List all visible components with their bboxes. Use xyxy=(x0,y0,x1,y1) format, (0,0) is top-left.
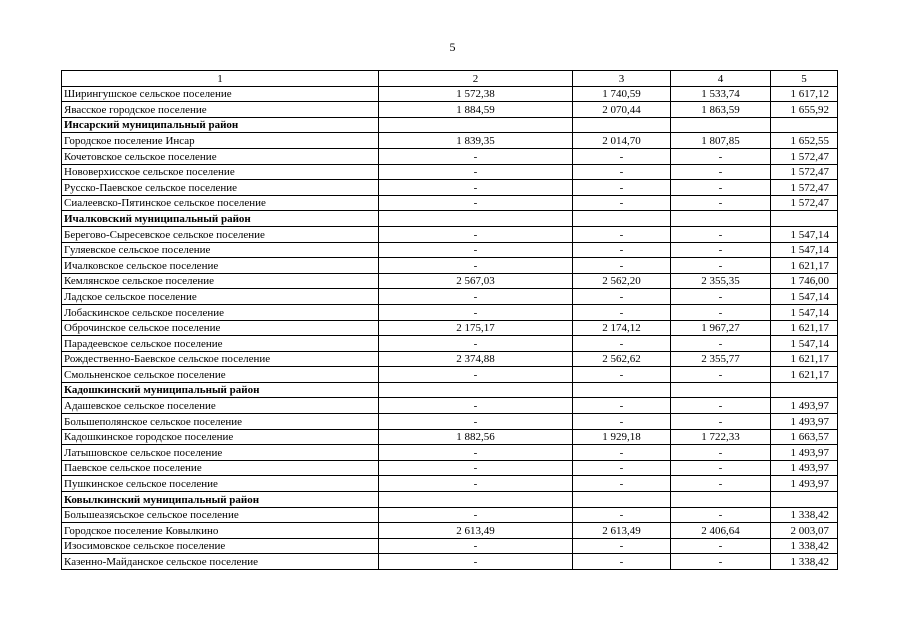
section-row xyxy=(62,382,838,398)
value-cell-col5 xyxy=(771,382,838,398)
table-row xyxy=(62,289,838,305)
column-header-3: 3 xyxy=(573,71,671,87)
value-cell-col2: - xyxy=(379,445,573,461)
value-cell-col2: - xyxy=(379,336,573,352)
value-cell-col3: - xyxy=(573,460,671,476)
settlement-name-cell: Парадеевское сельское поселение xyxy=(62,336,379,352)
settlement-name-cell: Кочетовское сельское поселение xyxy=(62,148,379,164)
value-cell-col3: - xyxy=(573,445,671,461)
table-row xyxy=(62,304,838,320)
value-cell-col2 xyxy=(379,382,573,398)
value-cell-col5: 2 003,07 xyxy=(771,523,838,539)
value-cell-col3: - xyxy=(573,289,671,305)
value-cell-col5: 1 338,42 xyxy=(771,554,838,570)
value-cell-col2: 2 175,17 xyxy=(379,320,573,336)
settlement-name-cell: Русско-Паевское сельское поселение xyxy=(62,180,379,196)
value-cell-col5: 1 621,17 xyxy=(771,351,838,367)
value-cell-col3: - xyxy=(573,367,671,383)
value-cell-col5: 1 621,17 xyxy=(771,320,838,336)
settlement-name-cell: Кадошкинский муниципальный район xyxy=(62,382,379,398)
header-row xyxy=(62,71,838,87)
value-cell-col4 xyxy=(671,211,771,227)
settlement-name-cell: Ладское сельское поселение xyxy=(62,289,379,305)
value-cell-col2 xyxy=(379,211,573,227)
value-cell-col4 xyxy=(671,492,771,508)
table-row xyxy=(62,164,838,180)
value-cell-col3 xyxy=(573,382,671,398)
value-cell-col5: 1 655,92 xyxy=(771,102,838,118)
value-cell-col3: - xyxy=(573,538,671,554)
value-cell-col3: - xyxy=(573,164,671,180)
value-cell-col5 xyxy=(771,492,838,508)
table-row xyxy=(62,273,838,289)
settlement-name-cell: Большеполянское сельское поселение xyxy=(62,414,379,430)
value-cell-col2: - xyxy=(379,398,573,414)
value-cell-col3: - xyxy=(573,258,671,274)
column-header-2: 2 xyxy=(379,71,573,87)
tariff-table xyxy=(61,70,838,570)
value-cell-col2 xyxy=(379,492,573,508)
value-cell-col5: 1 338,42 xyxy=(771,507,838,523)
column-header-4: 4 xyxy=(671,71,771,87)
value-cell-col2 xyxy=(379,117,573,133)
value-cell-col5: 1 572,47 xyxy=(771,148,838,164)
settlement-name-cell: Адашевское сельское поселение xyxy=(62,398,379,414)
table-row xyxy=(62,554,838,570)
value-cell-col2: - xyxy=(379,258,573,274)
table-row xyxy=(62,148,838,164)
value-cell-col5: 1 547,14 xyxy=(771,304,838,320)
value-cell-col2: 1 572,38 xyxy=(379,86,573,102)
value-cell-col5: 1 547,14 xyxy=(771,242,838,258)
settlement-name-cell: Кемлянское сельское поселение xyxy=(62,273,379,289)
value-cell-col3 xyxy=(573,117,671,133)
value-cell-col4: 1 967,27 xyxy=(671,320,771,336)
value-cell-col5: 1 493,97 xyxy=(771,414,838,430)
settlement-name-cell: Сиалеевско-Пятинское сельское поселение xyxy=(62,195,379,211)
value-cell-col4: - xyxy=(671,180,771,196)
value-cell-col5: 1 621,17 xyxy=(771,258,838,274)
value-cell-col3: - xyxy=(573,148,671,164)
value-cell-col4: 1 863,59 xyxy=(671,102,771,118)
value-cell-col2: 2 613,49 xyxy=(379,523,573,539)
table-row xyxy=(62,445,838,461)
table-row xyxy=(62,242,838,258)
value-cell-col3: - xyxy=(573,554,671,570)
value-cell-col3 xyxy=(573,211,671,227)
table-row xyxy=(62,476,838,492)
value-cell-col5: 1 652,55 xyxy=(771,133,838,149)
settlement-name-cell: Лобаскинское сельское поселение xyxy=(62,304,379,320)
value-cell-col3: 1 740,59 xyxy=(573,86,671,102)
table-row xyxy=(62,523,838,539)
value-cell-col2: - xyxy=(379,148,573,164)
table-row xyxy=(62,398,838,414)
settlement-name-cell: Берегово-Сыресевское сельское поселение xyxy=(62,226,379,242)
settlement-name-cell: Инсарский муниципальный район xyxy=(62,117,379,133)
settlement-name-cell: Гуляевское сельское поселение xyxy=(62,242,379,258)
value-cell-col3: 2 070,44 xyxy=(573,102,671,118)
table-row xyxy=(62,195,838,211)
value-cell-col5: 1 572,47 xyxy=(771,164,838,180)
value-cell-col5: 1 493,97 xyxy=(771,476,838,492)
section-row xyxy=(62,211,838,227)
value-cell-col2: 1 884,59 xyxy=(379,102,573,118)
settlement-name-cell: Латышовское сельское поселение xyxy=(62,445,379,461)
value-cell-col3: - xyxy=(573,398,671,414)
settlement-name-cell: Ичалковский муниципальный район xyxy=(62,211,379,227)
table-row xyxy=(62,258,838,274)
value-cell-col2: - xyxy=(379,164,573,180)
table-body xyxy=(62,71,838,570)
settlement-name-cell: Нововерхисское сельское поселение xyxy=(62,164,379,180)
value-cell-col3: - xyxy=(573,195,671,211)
value-cell-col4: - xyxy=(671,538,771,554)
value-cell-col4: - xyxy=(671,336,771,352)
value-cell-col3: 2 613,49 xyxy=(573,523,671,539)
value-cell-col4: - xyxy=(671,226,771,242)
value-cell-col4: - xyxy=(671,554,771,570)
value-cell-col5: 1 338,42 xyxy=(771,538,838,554)
value-cell-col3: - xyxy=(573,180,671,196)
value-cell-col2: - xyxy=(379,195,573,211)
settlement-name-cell: Кадошкинское городское поселение xyxy=(62,429,379,445)
table-row xyxy=(62,336,838,352)
value-cell-col5: 1 572,47 xyxy=(771,180,838,196)
value-cell-col5: 1 547,14 xyxy=(771,336,838,352)
value-cell-col4: 1 533,74 xyxy=(671,86,771,102)
value-cell-col2: - xyxy=(379,367,573,383)
table-row xyxy=(62,507,838,523)
value-cell-col2: - xyxy=(379,180,573,196)
settlement-name-cell: Городское поселение Инсар xyxy=(62,133,379,149)
settlement-name-cell: Изосимовское сельское поселение xyxy=(62,538,379,554)
table-row xyxy=(62,133,838,149)
settlement-name-cell: Явасское городское поселение xyxy=(62,102,379,118)
value-cell-col4 xyxy=(671,117,771,133)
value-cell-col4: 2 355,35 xyxy=(671,273,771,289)
settlement-name-cell: Пушкинское сельское поселение xyxy=(62,476,379,492)
table-row xyxy=(62,226,838,242)
table-row xyxy=(62,414,838,430)
value-cell-col4: - xyxy=(671,195,771,211)
value-cell-col4 xyxy=(671,382,771,398)
value-cell-col4: - xyxy=(671,304,771,320)
value-cell-col3 xyxy=(573,492,671,508)
value-cell-col2: - xyxy=(379,289,573,305)
value-cell-col2: - xyxy=(379,242,573,258)
value-cell-col5: 1 663,57 xyxy=(771,429,838,445)
value-cell-col4: - xyxy=(671,242,771,258)
value-cell-col3: - xyxy=(573,476,671,492)
value-cell-col5: 1 572,47 xyxy=(771,195,838,211)
value-cell-col2: 2 567,03 xyxy=(379,273,573,289)
value-cell-col5: 1 493,97 xyxy=(771,460,838,476)
settlement-name-cell: Казенно-Майданское сельское поселение xyxy=(62,554,379,570)
settlement-name-cell: Рождественно-Баевское сельское поселение xyxy=(62,351,379,367)
section-row xyxy=(62,492,838,508)
settlement-name-cell: Ичалковское сельское поселение xyxy=(62,258,379,274)
value-cell-col4: - xyxy=(671,476,771,492)
value-cell-col5: 1 746,00 xyxy=(771,273,838,289)
value-cell-col4: - xyxy=(671,445,771,461)
value-cell-col4: - xyxy=(671,164,771,180)
value-cell-col4: - xyxy=(671,289,771,305)
value-cell-col4: - xyxy=(671,148,771,164)
value-cell-col3: - xyxy=(573,414,671,430)
value-cell-col5: 1 617,12 xyxy=(771,86,838,102)
value-cell-col4: 1 807,85 xyxy=(671,133,771,149)
value-cell-col4: 2 355,77 xyxy=(671,351,771,367)
value-cell-col4: - xyxy=(671,460,771,476)
table-row xyxy=(62,460,838,476)
value-cell-col3: - xyxy=(573,226,671,242)
settlement-name-cell: Паевское сельское поселение xyxy=(62,460,379,476)
value-cell-col4: - xyxy=(671,258,771,274)
table-row xyxy=(62,180,838,196)
value-cell-col5 xyxy=(771,117,838,133)
value-cell-col2: - xyxy=(379,507,573,523)
value-cell-col5: 1 547,14 xyxy=(771,226,838,242)
table-row xyxy=(62,86,838,102)
value-cell-col4: - xyxy=(671,367,771,383)
value-cell-col3: 2 014,70 xyxy=(573,133,671,149)
value-cell-col3: 2 562,20 xyxy=(573,273,671,289)
value-cell-col3: - xyxy=(573,304,671,320)
column-header-1: 1 xyxy=(62,71,379,87)
value-cell-col4: 1 722,33 xyxy=(671,429,771,445)
settlement-name-cell: Смольненское сельское поселение xyxy=(62,367,379,383)
value-cell-col3: 1 929,18 xyxy=(573,429,671,445)
value-cell-col4: - xyxy=(671,414,771,430)
section-row xyxy=(62,117,838,133)
value-cell-col3: - xyxy=(573,242,671,258)
settlement-name-cell: Городское поселение Ковылкино xyxy=(62,523,379,539)
settlement-name-cell: Ширингушское сельское поселение xyxy=(62,86,379,102)
value-cell-col5: 1 621,17 xyxy=(771,367,838,383)
table-row xyxy=(62,367,838,383)
value-cell-col3: 2 562,62 xyxy=(573,351,671,367)
settlement-name-cell: Ковылкинский муниципальный район xyxy=(62,492,379,508)
value-cell-col3: - xyxy=(573,336,671,352)
table-row xyxy=(62,102,838,118)
value-cell-col2: - xyxy=(379,460,573,476)
table-row xyxy=(62,538,838,554)
value-cell-col4: 2 406,64 xyxy=(671,523,771,539)
table-row xyxy=(62,429,838,445)
value-cell-col2: 1 839,35 xyxy=(379,133,573,149)
value-cell-col5: 1 493,97 xyxy=(771,398,838,414)
value-cell-col2: - xyxy=(379,304,573,320)
page-number: 5 xyxy=(449,40,456,54)
settlement-name-cell: Большеазясьское сельское поселение xyxy=(62,507,379,523)
value-cell-col2: - xyxy=(379,538,573,554)
value-cell-col2: 1 882,56 xyxy=(379,429,573,445)
settlement-name-cell: Оброчинское сельское поселение xyxy=(62,320,379,336)
value-cell-col2: - xyxy=(379,226,573,242)
value-cell-col5 xyxy=(771,211,838,227)
value-cell-col4: - xyxy=(671,507,771,523)
value-cell-col2: - xyxy=(379,476,573,492)
value-cell-col3: - xyxy=(573,507,671,523)
column-header-5: 5 xyxy=(771,71,838,87)
value-cell-col2: 2 374,88 xyxy=(379,351,573,367)
value-cell-col5: 1 547,14 xyxy=(771,289,838,305)
table-row xyxy=(62,320,838,336)
value-cell-col3: 2 174,12 xyxy=(573,320,671,336)
table-row xyxy=(62,351,838,367)
value-cell-col2: - xyxy=(379,554,573,570)
value-cell-col2: - xyxy=(379,414,573,430)
value-cell-col5: 1 493,97 xyxy=(771,445,838,461)
value-cell-col4: - xyxy=(671,398,771,414)
